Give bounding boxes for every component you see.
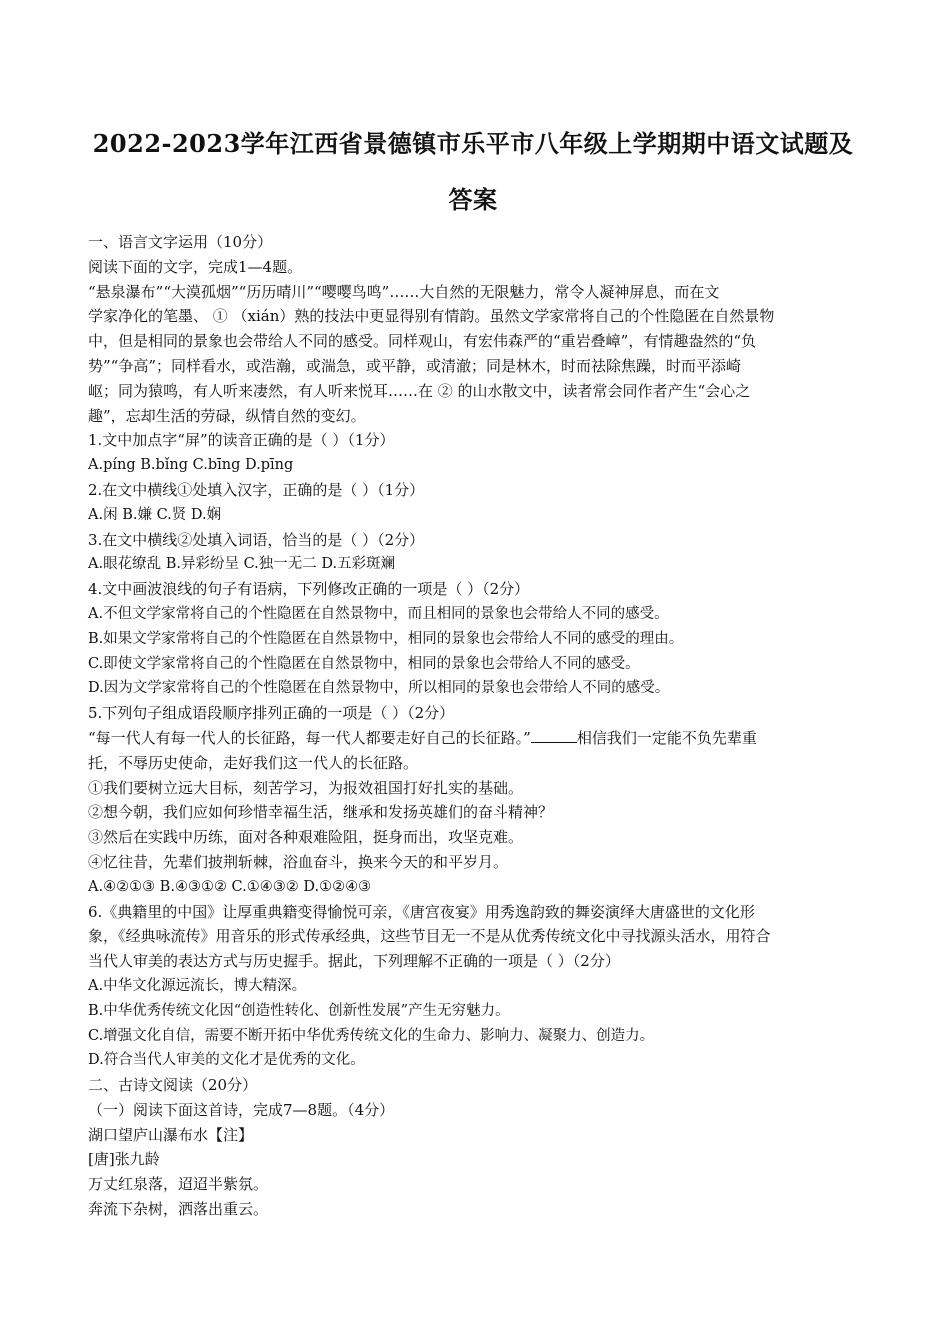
passage-line: 岖；同为猿鸣，有人听来凄然，有人听来悦耳……在 ② 的山水散文中，读者常会同作者产生“会心之 [88, 381, 751, 400]
document-title-line1: 2022-2023学年江西省景德镇市乐平市八年级上学期期中语文试题及 [92, 129, 854, 158]
question-4: 4.文中画波浪线的句子有语病，下列修改正确的一项是（ ）（2分） [88, 580, 530, 599]
question-5-options: A.④②①③ B.④③①② C.①④③② D.①②④③ [88, 878, 372, 895]
question-6-line: 当代人审美的表达方式与历史握手。据此，下列理解不正确的一项是（ ）（2分） [88, 952, 620, 971]
question-5-lead-a: “每一代人有每一代人的长征路，每一代人都要走好自己的长征路。” [88, 728, 531, 747]
question-4-option: A.不但文学家常将自己的个性隐匿在自然景物中，而且相同的景象也会带给人不同的感受。 [88, 605, 669, 622]
question-1-options: A.píng B.bǐng C.bīng D.pīng [88, 457, 294, 474]
section2-subheading: （一）阅读下面这首诗，完成7—8题。（4分） [88, 1100, 395, 1119]
question-5: 5.下列句子组成语段顺序排列正确的一项是（ ）（2分） [88, 704, 455, 723]
question-4-option: B.如果文学家常将自己的个性隐匿在自然景物中，相同的景象也会带给人不同的感受的理由。 [88, 630, 684, 647]
question-6-option: D.符合当代人审美的文化才是优秀的文化。 [88, 1052, 365, 1069]
section-2 [88, 1073, 858, 1222]
passage-line: 势”“争高”；同样看水，或浩瀚，或湍急，或平静，或清澈；同是林木，时而祛除焦躁，时而平添崎 [88, 356, 742, 375]
section1-intro: 阅读下面的文字，完成1—4题。 [88, 257, 303, 276]
poem-title: 湖口望庐山瀑布水【注】 [88, 1125, 254, 1144]
fill-blank [531, 728, 577, 743]
passage-line: 趣”，忘却生活的劳碌，纵情自然的变幻。 [88, 406, 366, 425]
question-5-lead-cont: 托，不辱历史使命，走好我们这一代人的长征路。 [88, 753, 419, 772]
section1-heading: 一、语言文字运用（10分） [88, 233, 273, 251]
question-5-item: ②想今朝，我们应如何珍惜幸福生活，继承和发扬英雄们的奋斗精神？ [88, 803, 554, 822]
question-5-lead-b: 相信我们一定能不负先辈重 [576, 728, 757, 747]
question-6-line: 象，《经典咏流传》用音乐的形式传承经典，这些节目无一不是从优秀传统文化中寻找源头活水，用符合 [88, 927, 771, 946]
question-3-options: A.眼花缭乱 B.异彩纷呈 C.独一无二 D.五彩斑斓 [88, 556, 396, 573]
passage-line: 中，但是相同的景象也会带给人不同的感受。同样观山，有宏伟森严的“重岩叠嶂”，有情趣盎然的“负 [88, 332, 757, 351]
question-5-item: ④忆往昔，先辈们披荆斩棘，浴血奋斗，换来今天的和平岁月。 [88, 852, 509, 871]
passage-line: “悬泉瀑布”“大漠孤烟”“历历晴川”“嘤嘤鸟鸣”……大自然的无限魅力，常令人凝神屏息，而在文 [88, 282, 720, 301]
question-6-option: A.中华文化源远流长，博大精深。 [88, 977, 307, 994]
poem-author: [唐]张九龄 [88, 1150, 160, 1169]
poem-verse: 奔流下杂树，洒落出重云。 [88, 1200, 269, 1219]
question-6-option: C.增强文化自信，需要不断开拓中华优秀传统文化的生命力、影响力、凝聚力、创造力。 [88, 1027, 655, 1044]
section-1 [88, 230, 858, 1073]
question-5-lead [88, 726, 858, 751]
question-2: 2.在文中横线①处填入汉字，正确的是（ ）（1分） [88, 480, 425, 499]
question-6-option: B.中华优秀传统文化因“创造性转化、创新性发展”产生无穷魅力。 [88, 1002, 510, 1019]
document-title-line2: 答案 [448, 185, 498, 214]
passage-line: 学家净化的笔墨、 ① （xián）熟的技法中更显得别有情韵。虽然文学家常将自己的个性隐匿在自然景物 [88, 307, 775, 326]
question-3: 3.在文中横线②处填入词语，恰当的是（ ）（2分） [88, 530, 425, 549]
question-4-option: D.因为文学家常将自己的个性隐匿在自然景物中，所以相同的景象也会带给人不同的感受。 [88, 680, 670, 697]
question-6-line: 6.《典籍里的中国》让厚重典籍变得愉悦可亲，《唐宫夜宴》用秀逸韵致的舞姿演绎大唐盛世的文化形 [88, 902, 755, 921]
question-2-options: A.闲 B.嫌 C.贤 D.娴 [88, 506, 222, 523]
question-4-option: C.即使文学家常将自己的个性隐匿在自然景物中，相同的景象也会带给人不同的感受。 [88, 655, 640, 672]
question-5-item: ①我们要树立远大目标，刻苦学习，为报效祖国打好扎实的基础。 [88, 778, 524, 797]
section2-heading: 二、古诗文阅读（20分） [88, 1076, 258, 1095]
question-5-item: ③然后在实践中历练，面对各种艰难险阻，挺身而出，攻坚克难。 [88, 828, 524, 847]
question-1: 1.文中加点字“屏”的读音正确的是（ ）（1分） [88, 431, 395, 450]
poem-verse: 万丈红泉落，迢迢半紫氛。 [88, 1175, 269, 1194]
